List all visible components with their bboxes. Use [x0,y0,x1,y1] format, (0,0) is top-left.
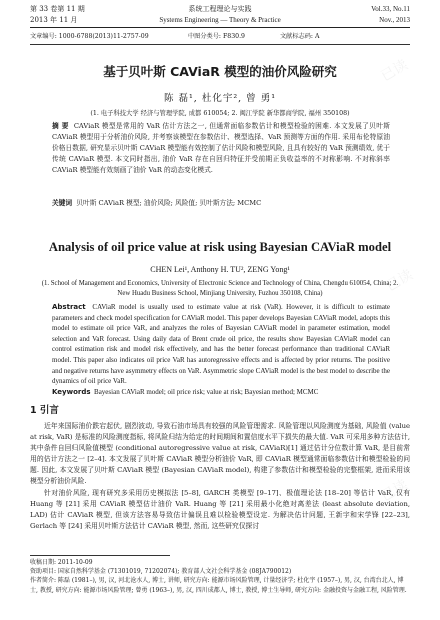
volume-issue-cn: 第 33 卷第 11 期 [30,5,85,13]
title-cn: 基于贝叶斯 CAViaR 模型的油价风险研究 [103,64,337,79]
abstract-text-cn: CAViaR 模型是常用的 VaR 估计方法之一, 但通常面临参数估计和模型检验的困难. 本文发展了贝叶斯 CAViaR 模型用于分析油价风险, 并考察该模型在参数估计、模型选择、VaR 预测等方面的作用. 采用布伦特原油价格日数据, 研究显示贝叶斯 CAViaR 模型能有效控制了估计风险和模型风险, 且具有较好的 VaR 预测绩效, 优于传统 CAViaR 模型. 本文同时指出, 油价 VaR 存在自回归特征并受前期正负收益率的不对称影响. 不对称斜率 CAViaR 模型能有效刻画了油价 VaR 的动态变化模式. [52,122,390,174]
article-id: 文章编号: 1000-6788(2013)11-2757-09 [30,33,149,40]
watermark: 已读 [378,56,411,85]
keywords-label-cn: 关键词 [52,199,73,207]
clc-number: 中图分类号: F830.9 [188,33,245,40]
body-paragraph-2: 针对油价风险, 现有研究多采用历史模拟法 [5–8], GARCH 类模型 [9–17]、极值理论法 [18–20] 等估计 VaR, 仅有 Huang 等 [21] 采用 CAViaR 模型估计油价 VaR. Huang 等 [21] 采用最小化绝对离差法 (least absolute deviation, LAD) 估计 CAViaR 模型, 但该方法容易导致估计偏误且难以检验模型设定. 为解决估计问题, 王新宇和宋学锋 [22–23], Gerlach 等 [24] 采用贝叶斯方法估计 CAViaR 模型, 然而, 这些研究仅探讨 [30,488,410,530]
authors-cn: 陈 磊¹, 杜化宇², 曾 勇¹ [163,93,277,104]
title-en: Analysis of oil price value at risk using Bayesian CAViaR model [48,240,392,254]
watermark: 已读 [383,266,416,295]
affiliation-en: (1. School of Management and Economics, University of Electronic Science and Technology of China, Chengdu 610054, China; 2. New Huadu Business School, Minjiang University, Fuzhou 350108, China) [41,280,399,297]
article-info [30,31,410,43]
keywords-text-cn: 贝叶斯 CAViaR 模型; 油价风险; 风险值; 贝叶斯方法; MCMC [76,199,262,207]
received-date: 收稿日期: 2011-10-09 [30,559,93,566]
footnote-rule [30,555,170,556]
abstract-label-en: Abstract [52,303,86,311]
keywords-label-en: Keywords [52,388,91,396]
funding: 资助项目: 国家自然科学基金 (71301019, 71202074); 教育部人文社会科学基金 (08JA790012) [30,568,292,576]
document-code: 文献标志码: A [280,33,320,40]
date-cn: 2013 年 11 月 [30,16,78,24]
date-en: Nov., 2013 [379,16,410,24]
abstract-en [52,302,390,387]
keywords-text-en: Bayesian CAViaR model; oil price risk; value at risk; Bayesian method; MCMC [94,388,319,396]
abstract-cn [52,121,390,176]
keywords-cn [52,198,390,209]
keywords-en [52,388,390,396]
abstract-label-cn: 摘 要 [52,122,69,130]
header-center [30,4,410,26]
affiliation-cn: (1. 电子科技大学 经济与管理学院, 成都 610054; 2. 闽江学院 新华都商学院, 福州 350108) [90,110,350,117]
abstract-text-en: CAViaR model is usually used to estimate value at risk (VaR). However, it is difficult to estimate parameters and check model specification for CAViaR model. This paper develops Bayesian CAViaR model, adopts this model to estimate oil price VaR, and analyzes the roles of Bayesian CAViaR model in parameter estimation, model selection and VaR forecast. Using daily data of Brent crude oil price, the results show Bayesian CAViaR model can control estimation risk and model risk effectively, and has the better forecast performance than traditional CAViaR model. This paper also indicates oil price VaR has autoregressive effects and is affected by prior returns. The positive and negative returns have asymmetry effects on VaR. Asymmetric slope CAViaR model is the best model to describe the dynamics of oil price VaR. [52,303,390,386]
authors-en: CHEN Lei¹, Anthony H. TU², ZENG Yong¹ [150,265,290,274]
journal-name-en: Systems Engineering — Theory & Practice [159,16,281,24]
journal-name-cn: 系统工程理论与实践 [188,5,252,13]
body-paragraph-1: 近年来国际油价跌宕起伏, 剧烈波动, 导致石油市场具有较强的风险管理需求. 风险管理以风险测度为基础, 风险值 (value at risk, VaR) 是标准的风险测度指标, 将风险归结为给定的时间期间和置信度水平下损失的最大值. VaR 可采用多种方法估计, 其中条件自回归风险值模型 (conditional autoregressive value at risk, CAViaR)[1] 通过估计分位数计算 VaR, 是目前常用的估计方法之一 [2–4]. 本文发展了贝叶斯 CAViaR 模型分析油价 VaR, 即 CAViaR 模型通常面临参数估计和模型检验的问题. 因此, 本文发展了贝叶斯 CAViaR 模型 (Bayesian CAViaR model), 构建了参数估计和模型检验的完整框架, 进而采用该模型分析油价风险. [30,422,410,486]
author-bio: 作者简介: 陈磊 (1981–), 男, 汉, 河北沧水人, 博士, 讲师, 研究方向: 能源市场风险管理, 计量经济学; 杜化宇 (1957–), 男, 汉, 台湾台北人, 博士, 教授, 研究方向: 能源市场风险管理; 曾勇 (1963–), 男, 汉, 四川成都人, 博士, 教授, 博士生导师, 研究方向: 金融投资与金融工程, 风险管理. [30,577,407,594]
volume-issue-en: Vol.33, No.11 [371,5,410,13]
header-right [371,4,410,26]
section-heading: 1 引言 [30,405,59,416]
watermark: 已读 [378,476,411,505]
article-info-rule [30,44,410,45]
header-rule [30,27,410,28]
body-text [30,421,410,532]
footnotes [30,558,410,595]
